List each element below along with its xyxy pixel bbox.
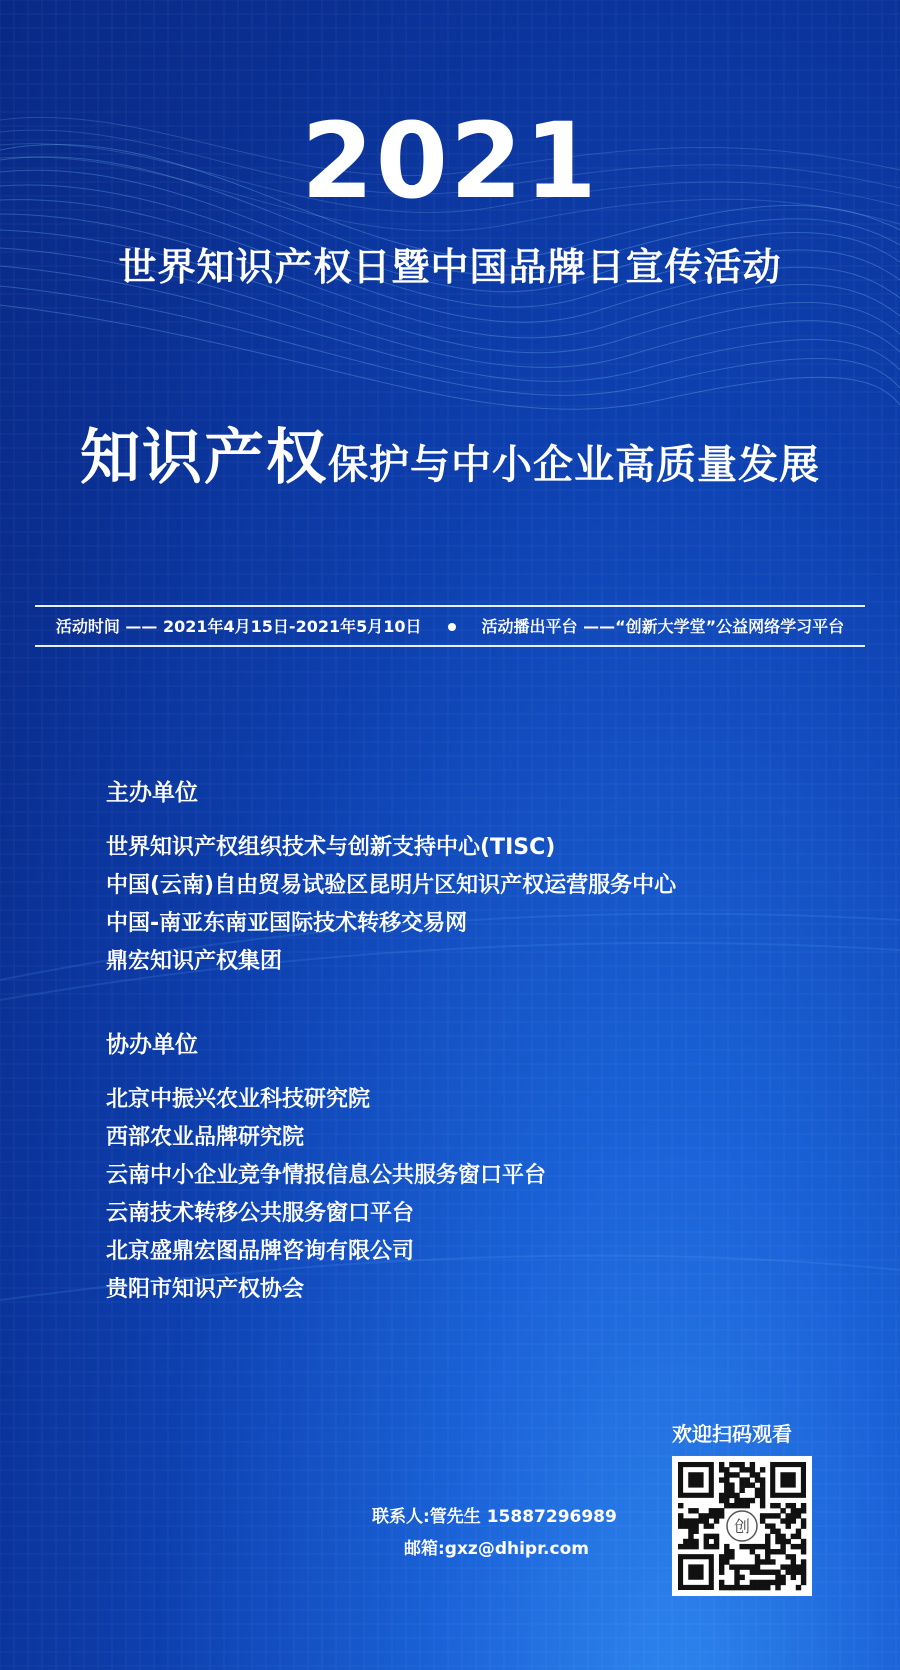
co-host-item: 北京盛鼎宏图品牌咨询有限公司 <box>106 1239 415 1264</box>
main-title <box>0 410 900 496</box>
host-item: 鼎宏知识产权集团 <box>106 949 283 974</box>
main-title-rest: 保护与中小企业高质量发展 <box>328 442 820 488</box>
info-divider-bottom <box>35 645 865 647</box>
co-host-item: 云南技术转移公共服务窗口平台 <box>106 1201 415 1226</box>
event-platform: 活动播出平台 ——“创新大学堂”公益网络学习平台 <box>481 617 845 636</box>
qr-code-icon <box>672 1456 812 1596</box>
contact-email: 邮箱:gxz@dhipr.com <box>404 1539 589 1559</box>
co-host-item: 贵阳市知识产权协会 <box>106 1277 305 1302</box>
co-host-item: 云南中小企业竞争情报信息公共服务窗口平台 <box>106 1163 547 1188</box>
event-info <box>0 614 900 637</box>
host-item: 中国-南亚东南亚国际技术转移交易网 <box>106 911 468 936</box>
host-item: 世界知识产权组织技术与创新支持中心(TISC) <box>106 835 556 860</box>
contact-person: 联系人:管先生 15887296989 <box>372 1507 617 1527</box>
qr-code[interactable] <box>672 1456 812 1596</box>
co-hosts-section <box>106 1026 546 1309</box>
bullet-icon <box>448 623 456 631</box>
co-host-item: 北京中振兴农业科技研究院 <box>106 1087 371 1112</box>
hosts-section <box>106 774 676 981</box>
qr-center-logo: 创 <box>733 1517 751 1536</box>
hosts-heading: 主办单位 <box>106 780 198 806</box>
event-subtitle: 世界知识产权日暨中国品牌日宣传活动 <box>118 245 782 289</box>
qr-label: 欢迎扫码观看 <box>672 1422 792 1446</box>
year-title: 2021 <box>301 100 599 222</box>
main-title-emphasis: 知识产权 <box>80 423 328 493</box>
event-time: 活动时间 —— 2021年4月15日-2021年5月10日 <box>55 617 422 636</box>
co-hosts-heading: 协办单位 <box>106 1032 198 1058</box>
co-host-item: 西部农业品牌研究院 <box>106 1125 305 1150</box>
host-item: 中国(云南)自由贸易试验区昆明片区知识产权运营服务中心 <box>106 873 677 898</box>
info-divider-top <box>35 605 865 607</box>
